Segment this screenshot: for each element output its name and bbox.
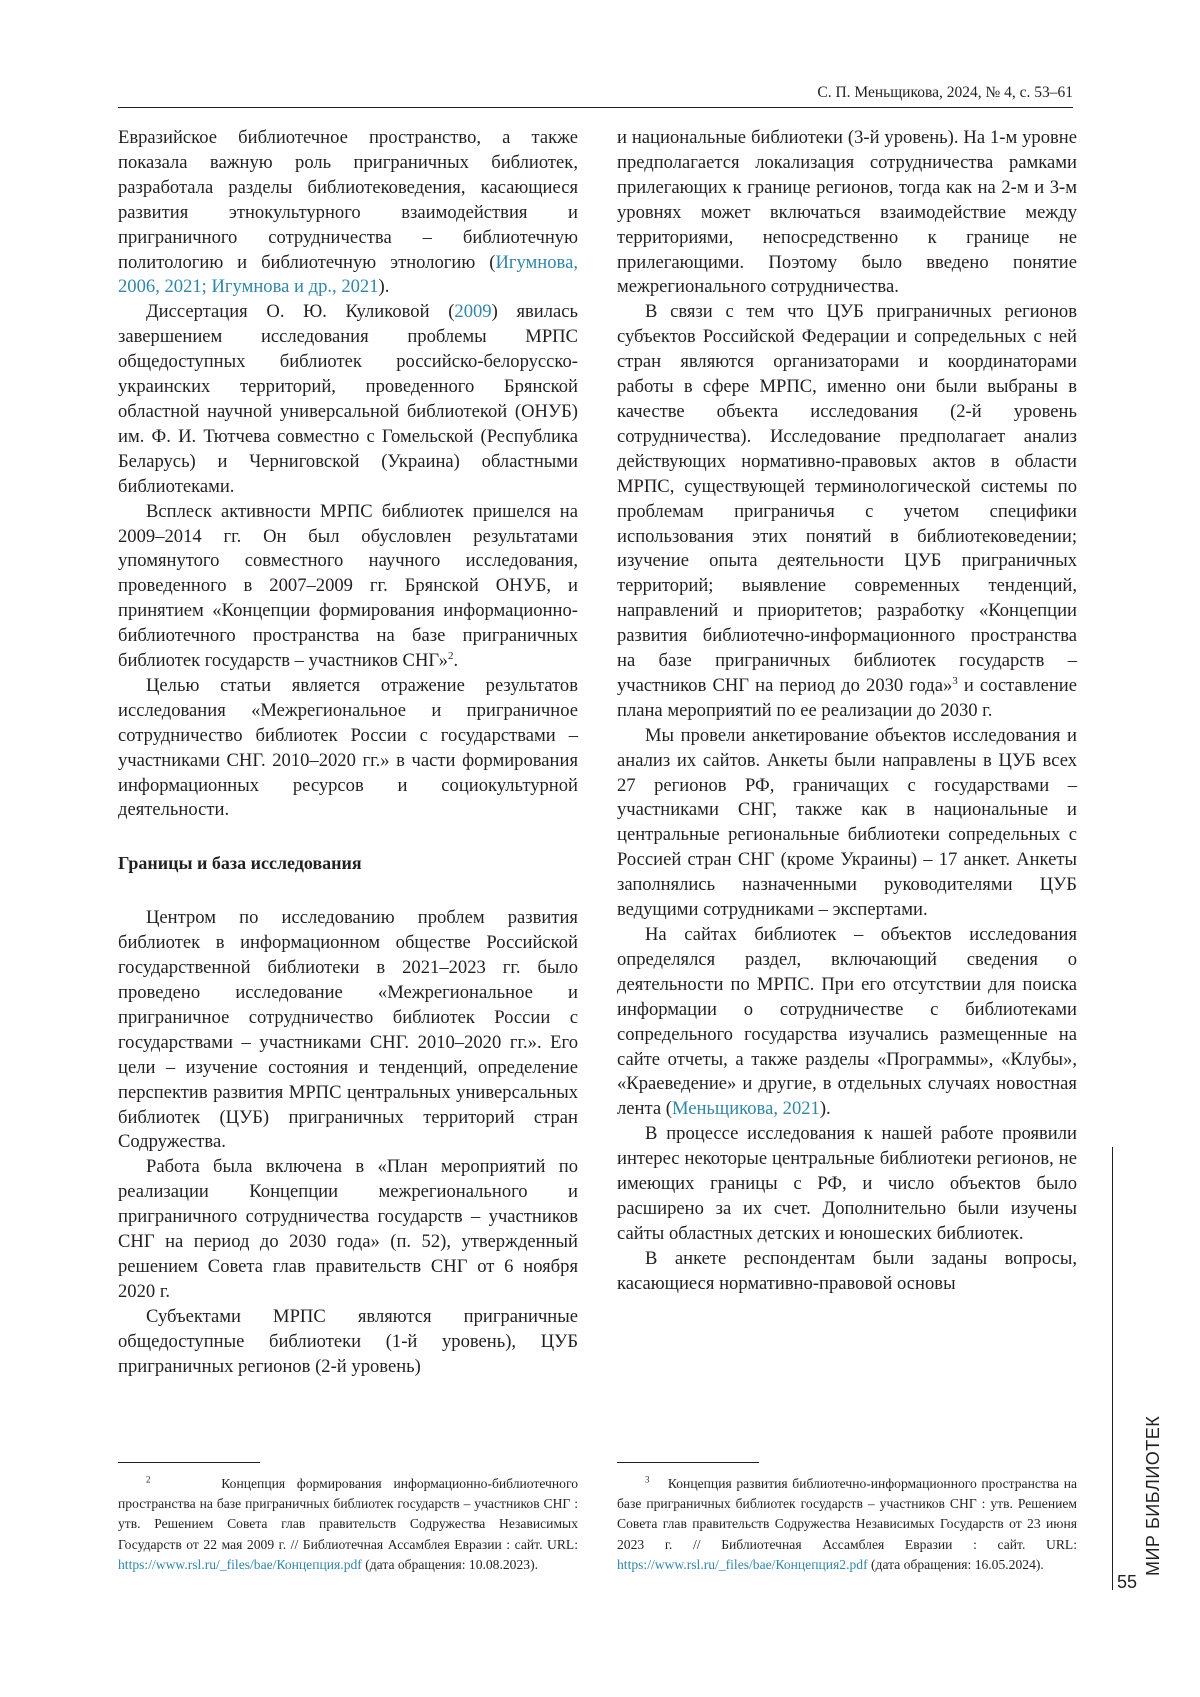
paragraph: Всплеск активности МРПС библиотек пришелся на 2009–2014 гг. Он был обусловлен результатами упомянутого совместного научного исследования, проведенного в 2007–2009 гг. Брянской ОНУБ, и принятием «Концепции формирования информационно-библиотечного пространства на базе приграничных библиотек государств – участников СНГ»2. — [118, 500, 578, 674]
journal-name: МИР БИБЛИОТЕК — [1143, 1416, 1164, 1576]
running-head: С. П. Меньщикова, 2024, № 4, с. 53–61 — [600, 84, 1073, 102]
footnote-url-link[interactable]: https://www.rsl.ru/_files/bae/Концепция.pdf — [118, 1557, 362, 1572]
footnote-rule — [617, 1462, 759, 1463]
paragraph: Диссертация О. Ю. Куликовой (2009) явилась завершением исследования проблемы МРПС общедоступных библиотек российско-белорусско-украинских территорий, проведенного Брянской областной научной универсальной библиотекой (ОНУБ) им. Ф. И. Тютчева совместно с Гомельской (Республика Беларусь) и Черниговской (Украина) областными библиотеками. — [118, 300, 578, 499]
right-column — [617, 126, 1077, 1297]
paragraph: Работа была включена в «План мероприятий по реализации Концепции межрегионального и приграничного сотрудничества государств – участников СНГ на период до 2030 года» (п. 52), утвержденный решением Совета глав правительств СНГ от 6 ноября 2020 г. — [118, 1155, 578, 1304]
footnote-marker[interactable]: 3 — [952, 675, 958, 687]
sidebar-rule — [1112, 1147, 1113, 1590]
footnote-text: 3 Концепция развития библиотечно-информационного пространства на базе приграничных библиотек государств – участников СНГ : утв. Решением Совета глав правительств Содружества Независимых Государств от 23 июня 2023 г. // Библиотечная Ассамблея Евразии : сайт. URL: https://www.rsl.ru/_files/bae/Концепция2.pdf (дата обращения: 16.05.2024). — [617, 1474, 1077, 1575]
journal-page — [0, 0, 1200, 1697]
footnote-url-link[interactable]: https://www.rsl.ru/_files/bae/Концепция2.pdf — [617, 1557, 868, 1572]
paragraph: На сайтах библиотек – объектов исследования определялся раздел, включающий сведения о деятельности по МРПС. При его отсутствии для поиска информации о сотрудничестве с библиотеками сопредельного государства изучались размещенные на сайте отчеты, а также разделы «Программы», «Клубы», «Краеведение» и другие, в отдельных случаях новостная лента (Меньщикова, 2021). — [617, 923, 1077, 1122]
footnote-3 — [617, 1474, 1077, 1575]
paragraph: Мы провели анкетирование объектов исследования и анализ их сайтов. Анкеты были направлены в ЦУБ всех 27 регионов РФ, граничащих с государствами – участниками СНГ, также как в национальные и центральные региональные библиотеки сопредельных с Россией стран СНГ (кроме Украины) – 17 анкет. Анкеты заполнялись назначенными руководителями ЦУБ ведущими сотрудниками – экспертами. — [617, 724, 1077, 923]
paragraph: В процессе исследования к нашей работе проявили интерес некоторые центральные библиотеки регионов, не имеющих границы с РФ, и число объектов было расширено за их счет. Дополнительно были изучены сайты областных детских и юношеских библиотек. — [617, 1122, 1077, 1247]
page-number: 55 — [1117, 1572, 1137, 1593]
paragraph: Целью статьи является отражение результатов исследования «Межрегиональное и приграничное сотрудничество библиотек России с государствами – участниками СНГ. 2010–2020 гг.» в части формирования информационных ресурсов и социокультурной деятельности. — [118, 674, 578, 823]
paragraph: В связи с тем что ЦУБ приграничных регионов субъектов Российской Федерации и сопредельных с ней стран являются организаторами и координаторами работы в сфере МРПС, именно они были выбраны в качестве объекта исследования (2-й уровень сотрудничества). Исследование предполагает анализ действующих нормативно-правовых актов в области МРПС, существующей терминологической системы по проблемам приграничья с учетом специфики использования этих понятий в библиотековедении; изучение опыта деятельности ЦУБ приграничных территорий; выявление современных тенденций, направлений и приоритетов; разработку «Концепции развития библиотечно-информационного пространства на базе приграничных библиотек государств – участников СНГ на период до 2030 года»3 и составление плана мероприятий по ее реализации до 2030 г. — [617, 300, 1077, 723]
footnote-text: 2 Концепция формирования информационно-библиотечного пространства на базе приграничных библиотек государств – участников СНГ : утв. Решением Совета глав правительств Содружества Независимых Государств от 22 мая 2009 г. // Библиотечная Ассамблея Евразии : сайт. URL: https://www.rsl.ru/_files/bae/Концепция.pdf (дата обращения: 10.08.2023). — [118, 1474, 578, 1575]
paragraph: и национальные библиотеки (3-й уровень). На 1-м уровне предполагается локализация сотрудничества рамками прилегающих к границе регионов, тогда как на 2-м и 3-м уровнях может включаться взаимодействие между территориями, непосредственно к границе не прилегающими. Поэтому было введено понятие межрегионального сотрудничества. — [617, 126, 1077, 300]
paragraph: Центром по исследованию проблем развития библиотек в информационном обществе Российской государственной библиотеки в 2021–2023 гг. было проведено исследование «Межрегиональное и приграничное сотрудничество библиотек России с государствами – участниками СНГ. 2010–2020 гг.». Его цели – изучение состояния и тенденций, определение перспектив развития МРПС центральных универсальных библиотек (ЦУБ) приграничных территорий стран Содружества. — [118, 906, 578, 1155]
citation-link[interactable]: Меньщикова, 2021 — [672, 1098, 820, 1119]
footnote-2 — [118, 1474, 578, 1575]
footnote-marker[interactable]: 2 — [448, 650, 454, 662]
citation-link[interactable]: Игумнова, 2006, 2021; Игумнова и др., 2021 — [118, 252, 578, 298]
section-heading: Границы и база исследования — [118, 851, 578, 876]
footnote-rule — [118, 1462, 260, 1463]
paragraph: Евразийское библиотечное пространство, а также показала важную роль приграничных библиотек, разработала разделы библиотековедения, касающиеся развития этнокультурного взаимодействия и приграничного сотрудничества – библиотечную политологию и библиотечную этнологию (Игумнова, 2006, 2021; Игумнова и др., 2021). — [118, 126, 578, 300]
paragraph: В анкете респондентам были заданы вопросы, касающиеся нормативно-правовой основы — [617, 1247, 1077, 1297]
header-rule — [118, 107, 1073, 108]
left-column — [118, 126, 578, 1380]
citation-link[interactable]: 2009 — [454, 301, 491, 322]
paragraph: Субъектами МРПС являются приграничные общедоступные библиотеки (1-й уровень), ЦУБ приграничных регионов (2-й уровень) — [118, 1305, 578, 1380]
